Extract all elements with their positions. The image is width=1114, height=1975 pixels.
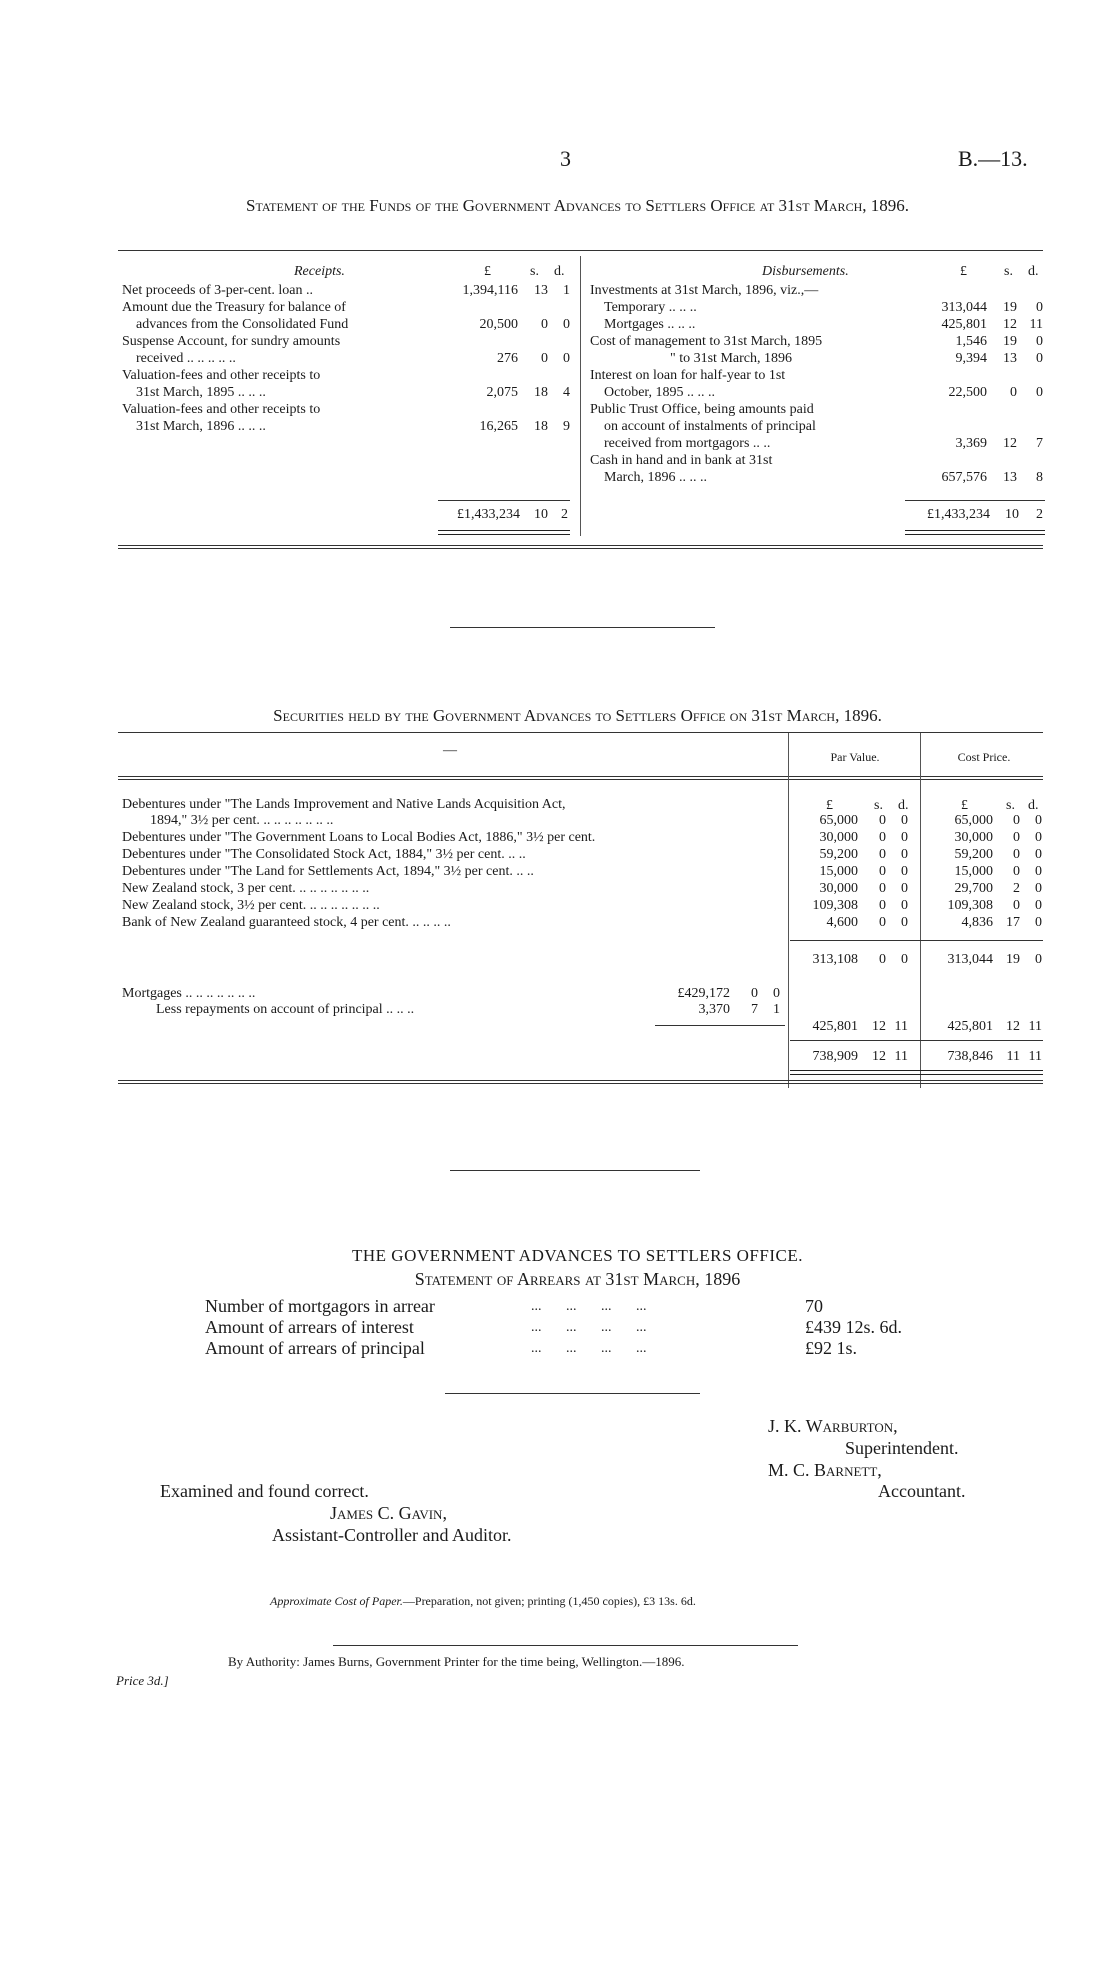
security-par-pounds: 65,000: [819, 813, 858, 828]
disbursement-shillings: 0: [1010, 385, 1017, 400]
disbursement-row: [590, 401, 1045, 452]
cost-pence-header: d.: [1028, 798, 1039, 813]
subtotal-par-shillings: 0: [879, 952, 886, 967]
security-par-pence: 0: [901, 881, 908, 896]
par-pence-header: d.: [898, 798, 909, 813]
disbursement-shillings: 13: [1003, 470, 1017, 485]
security-par-shillings: 0: [879, 864, 886, 879]
disbursement-text-line: Public Trust Office, being amounts paid: [590, 402, 814, 417]
receipts-total-pence: 2: [561, 507, 568, 522]
securities-total: [788, 1048, 1044, 1065]
security-par-pence: 0: [901, 830, 908, 845]
receipt-text-line: Valuation-fees and other receipts to: [122, 402, 321, 417]
arrears-row: [205, 1338, 985, 1359]
mortgages-par-shillings: 12: [872, 1019, 886, 1034]
total-cost-shillings: 11: [1006, 1049, 1020, 1064]
receipt-text-line: 31st March, 1895 .. .. ..: [136, 385, 266, 400]
security-cost-pounds: 30,000: [954, 830, 993, 845]
arrears-label: Amount of arrears of principal: [205, 1338, 425, 1358]
disbursement-row: [590, 282, 1045, 299]
disbursement-row: [590, 367, 1045, 401]
security-par-shillings: 0: [879, 881, 886, 896]
receipts-heading: Receipts.: [294, 264, 345, 279]
security-cost-shillings: 2: [1013, 881, 1020, 896]
mortgages-gross-pence: 0: [773, 986, 780, 1001]
disbursements-total-shillings: 10: [1005, 507, 1019, 522]
security-text-line: Debentures under "The Lands Improvement and Native Lands Acquisition Act,: [122, 797, 566, 812]
arrears-row: [205, 1296, 985, 1317]
receipt-text-line: Net proceeds of 3-per-cent. loan ..: [122, 283, 313, 298]
disbursement-pounds: 9,394: [955, 351, 987, 366]
receipts-pound-header: £: [484, 264, 491, 279]
mortgages-repaid-pence: 1: [773, 1002, 780, 1017]
security-text-line: Bank of New Zealand guaranteed stock, 4 per cent. .. .. .. ..: [122, 915, 451, 930]
arrears-label: Amount of arrears of interest: [205, 1317, 414, 1337]
arrears-value: £439 12s. 6d.: [805, 1317, 903, 1337]
security-text-line: New Zealand stock, 3½ per cent. .. .. .. .. .. .. ..: [122, 898, 380, 913]
mortgages-cost-pounds: 425,801: [947, 1019, 993, 1034]
security-row: [122, 847, 1044, 863]
receipt-shillings: 18: [534, 385, 548, 400]
security-par-shillings: 0: [879, 915, 886, 930]
security-par-pounds: 30,000: [819, 830, 858, 845]
disbursement-pounds: 1,546: [955, 334, 987, 349]
disbursement-text-line: October, 1895 .. .. ..: [604, 385, 716, 400]
mortgages-repaid-shillings: 7: [751, 1002, 758, 1017]
total-par-shillings: 12: [872, 1049, 886, 1064]
security-par-shillings: 0: [879, 898, 886, 913]
securities-desc-header: —: [443, 743, 457, 758]
document-ref: B.—13.: [958, 146, 1028, 171]
mortgages-cost-pence: 11: [1028, 1019, 1042, 1034]
security-cost-shillings: 0: [1013, 898, 1020, 913]
mortgages-gross-shillings: 0: [751, 986, 758, 1001]
disbursement-text-line: " to 31st March, 1896: [670, 351, 792, 366]
cost-shilling-header: s.: [1006, 798, 1015, 813]
mortgages-less-label: Less repayments on account of principal .. .. ..: [156, 1002, 415, 1017]
arrears-label: Number of mortgagors in arrear: [205, 1296, 435, 1316]
security-cost-shillings: 0: [1013, 847, 1020, 862]
security-par-pence: 0: [901, 864, 908, 879]
mortgages-repaid-pounds: 3,370: [698, 1002, 730, 1017]
disbursement-pence: 7: [1036, 436, 1043, 451]
cost-of-paper-text: —Preparation, not given; printing (1,450 copies), £3 13s. 6d.: [402, 1594, 696, 1608]
cost-of-paper: [270, 1594, 696, 1609]
mortgages-par-pounds: 425,801: [812, 1019, 858, 1034]
disbursements-pence-header: d.: [1028, 264, 1039, 279]
disbursement-pounds: 22,500: [948, 385, 987, 400]
securities-par-header: Par Value.: [830, 750, 880, 764]
arrears-value: 70: [805, 1296, 823, 1316]
mortgages-net: [788, 1018, 1044, 1035]
disbursement-shillings: 13: [1003, 351, 1017, 366]
arrears-row: [205, 1317, 985, 1338]
arrears-dots: ... ... ... ...: [531, 1299, 647, 1314]
receipt-pence: 4: [563, 385, 570, 400]
disbursement-text-line: March, 1896 .. .. ..: [604, 470, 708, 485]
barnett-title: Accountant.: [878, 1481, 966, 1501]
funds-bottom-rule-1: [118, 545, 1043, 546]
security-row: [122, 915, 1044, 931]
warburton-name-text: J. K. Warburton,: [768, 1416, 898, 1436]
securities-header-rule: [118, 776, 1043, 777]
arrears-value: £92 1s.: [805, 1338, 858, 1358]
security-par-shillings: 0: [879, 813, 886, 828]
security-cost-pence: 0: [1035, 847, 1042, 862]
securities-total-rule: [790, 1040, 1043, 1041]
security-par-pounds: 109,308: [812, 898, 858, 913]
arrears-rows: [205, 1296, 985, 1359]
warburton-title: Superintendent.: [845, 1438, 959, 1458]
security-cost-pounds: 29,700: [954, 881, 993, 896]
security-row: [122, 864, 1044, 880]
subtotal-cost-pence: 0: [1035, 952, 1042, 967]
security-cost-shillings: 0: [1013, 864, 1020, 879]
arrears-office: THE GOVERNMENT ADVANCES TO SETTLERS OFFICE.: [352, 1246, 803, 1265]
securities-cost-header: Cost Price.: [957, 750, 1011, 764]
security-cost-shillings: 0: [1013, 830, 1020, 845]
total-par-pence: 11: [894, 1049, 908, 1064]
disbursements-heading: Disbursements.: [762, 264, 849, 279]
arrears-title-text: Statement of Arrears at 31st March, 1896: [414, 1269, 741, 1289]
disbursements-rows: [590, 282, 1045, 486]
receipt-pounds: 276: [497, 351, 518, 366]
security-row: [122, 898, 1044, 914]
mortgages-par-pence: 11: [894, 1019, 908, 1034]
receipt-row: [122, 282, 572, 299]
disbursement-text-line: on account of instalments of principal: [604, 419, 816, 434]
securities-subtotal-rule: [790, 940, 1043, 941]
security-par-shillings: 0: [879, 847, 886, 862]
examined-text: Examined and found correct.: [160, 1481, 369, 1501]
receipt-text-line: 31st March, 1896 .. .. ..: [136, 419, 266, 434]
securities-bottom-rule-1: [118, 1080, 1043, 1081]
receipts-pence-header: d.: [554, 264, 565, 279]
mortgages-cost-shillings: 12: [1006, 1019, 1020, 1034]
disbursement-pence: 0: [1036, 385, 1043, 400]
security-par-pounds: 15,000: [819, 864, 858, 879]
securities-title-text: Securities held by the Government Advances to Settlers Office on 31st March, 1896.: [273, 706, 882, 725]
receipt-pence: 0: [563, 317, 570, 332]
disbursement-row: [590, 452, 1045, 486]
disbursement-row: [590, 333, 1045, 350]
security-par-pounds: 30,000: [819, 881, 858, 896]
receipts-total-shillings: 10: [534, 507, 548, 522]
securities-title: [110, 706, 1045, 726]
receipt-shillings: 0: [541, 317, 548, 332]
security-text-line: 1894," 3½ per cent. .. .. .. .. .. .. ..: [150, 813, 334, 828]
subtotal-cost-shillings: 19: [1006, 952, 1020, 967]
security-par-pounds: 59,200: [819, 847, 858, 862]
security-text-line: Debentures under "The Consolidated Stock Act, 1884," 3½ per cent. .. ..: [122, 847, 526, 862]
security-par-pounds: 4,600: [826, 915, 858, 930]
disbursement-text-line: Interest on loan for half-year to 1st: [590, 368, 786, 383]
authority-line: By Authority: James Burns, Government Printer for the time being, Wellington.—1896.: [228, 1654, 685, 1669]
receipt-pounds: 20,500: [479, 317, 518, 332]
disbursement-row: [590, 299, 1045, 316]
section-divider-3: [445, 1393, 700, 1394]
receipt-row: [122, 333, 572, 367]
receipt-pence: 0: [563, 351, 570, 366]
receipt-row: [122, 401, 572, 435]
security-text-line: Debentures under "The Land for Settlements Act, 1894," 3½ per cent. .. ..: [122, 864, 534, 879]
security-cost-pounds: 15,000: [954, 864, 993, 879]
cost-pound-header: £: [961, 798, 968, 813]
security-cost-shillings: 0: [1013, 813, 1020, 828]
receipt-row: [122, 299, 572, 333]
subtotal-par-pounds: 313,108: [812, 952, 858, 967]
security-cost-pounds: 109,308: [947, 898, 993, 913]
authority-rule: [333, 1645, 798, 1646]
security-text-line: Debentures under "The Government Loans to Local Bodies Act, 1886," 3½ per cent.: [122, 830, 596, 845]
gavin-title: Assistant-Controller and Auditor.: [272, 1525, 512, 1545]
disbursement-text-line: Cost of management to 31st March, 1895: [590, 334, 823, 349]
security-cost-pence: 0: [1035, 830, 1042, 845]
mortgages-rule: [655, 1025, 785, 1026]
par-shilling-header: s.: [874, 798, 883, 813]
receipt-shillings: 13: [534, 283, 548, 298]
receipt-shillings: 0: [541, 351, 548, 366]
disbursement-text-line: Temporary .. .. ..: [604, 300, 697, 315]
subtotal-par-pence: 0: [901, 952, 908, 967]
disbursement-shillings: 12: [1003, 317, 1017, 332]
price: Price 3d.]: [116, 1673, 169, 1688]
disbursement-pence: 11: [1029, 317, 1043, 332]
security-par-shillings: 0: [879, 830, 886, 845]
security-cost-pence: 0: [1035, 813, 1042, 828]
securities-header-rule-2: [118, 779, 1043, 780]
disbursement-text-line: Cash in hand and in bank at 31st: [590, 453, 773, 468]
security-row: [122, 830, 1044, 846]
security-row: [122, 881, 1044, 897]
disbursement-pounds: 313,044: [941, 300, 987, 315]
disbursement-text-line: Mortgages .. .. ..: [604, 317, 696, 332]
warburton-name: [768, 1416, 898, 1437]
total-par-pounds: 738,909: [812, 1049, 858, 1064]
disbursement-row: [590, 350, 1045, 367]
receipt-pounds: 2,075: [486, 385, 518, 400]
security-cost-pence: 0: [1035, 898, 1042, 913]
mortgages-gross-pounds: £429,172: [677, 986, 730, 1001]
security-cost-pounds: 65,000: [954, 813, 993, 828]
receipts-section: [122, 263, 572, 435]
subtotal-cost-pounds: 313,044: [947, 952, 993, 967]
funds-bottom-rule-2: [118, 548, 1043, 549]
receipts-shilling-header: s.: [530, 264, 539, 279]
security-cost-pence: 0: [1035, 915, 1042, 930]
securities-subtotal: [788, 951, 1044, 968]
disbursement-pounds: 3,369: [955, 436, 987, 451]
receipt-row: [122, 367, 572, 401]
section-divider-2: [450, 1170, 700, 1171]
disbursement-pence: 8: [1036, 470, 1043, 485]
section-divider-1: [450, 627, 715, 628]
disbursements-total-pounds: £1,433,234: [927, 507, 990, 522]
securities-bottom-rule-2: [118, 1083, 1043, 1084]
disbursements-pound-header: £: [960, 264, 967, 279]
disbursement-shillings: 19: [1003, 300, 1017, 315]
security-cost-pence: 0: [1035, 864, 1042, 879]
funds-top-rule: [118, 250, 1043, 251]
arrears-title: [110, 1269, 1045, 1290]
receipt-text-line: received .. .. .. .. ..: [136, 351, 236, 366]
receipt-pence: 9: [563, 419, 570, 434]
gavin-name-text: James C. Gavin,: [330, 1503, 447, 1523]
securities-top-rule: [118, 732, 1043, 733]
receipts-total-pounds: £1,433,234: [457, 507, 520, 522]
receipt-text-line: Suspense Account, for sundry amounts: [122, 334, 341, 349]
security-row: [122, 797, 1044, 829]
mortgages-repaid: [660, 1001, 785, 1018]
disbursement-shillings: 12: [1003, 436, 1017, 451]
security-par-pence: 0: [901, 813, 908, 828]
barnett-name-text: M. C. Barnett,: [768, 1460, 882, 1480]
receipts-total-double-rule: [438, 530, 570, 535]
receipt-pounds: 1,394,116: [462, 283, 518, 298]
security-cost-pounds: 4,836: [961, 915, 993, 930]
security-cost-shillings: 17: [1006, 915, 1020, 930]
disbursement-pounds: 657,576: [941, 470, 987, 485]
gavin-name: [330, 1503, 447, 1524]
security-cost-pounds: 59,200: [954, 847, 993, 862]
receipts-rows: [122, 282, 572, 435]
total-cost-pence: 11: [1028, 1049, 1042, 1064]
mortgages-gross: [660, 985, 785, 1002]
receipt-text-line: Valuation-fees and other receipts to: [122, 368, 321, 383]
arrears-dots: ... ... ... ...: [531, 1320, 647, 1335]
securities-total-double-rule: [790, 1070, 1043, 1075]
barnett-name: [768, 1460, 882, 1481]
disbursement-shillings: 19: [1003, 334, 1017, 349]
disbursements-total-pence: 2: [1036, 507, 1043, 522]
disbursement-pence: 0: [1036, 334, 1043, 349]
page-number: 3: [560, 146, 571, 171]
par-pound-header: £: [826, 798, 833, 813]
cost-of-paper-label: Approximate Cost of Paper.: [270, 1594, 403, 1608]
security-par-pence: 0: [901, 915, 908, 930]
disbursement-pence: 0: [1036, 351, 1043, 366]
security-cost-pence: 0: [1035, 881, 1042, 896]
funds-title-text: Statement of the Funds of the Government Advances to Settlers Office at 31st March, 1896.: [246, 196, 909, 215]
receipt-text-line: Amount due the Treasury for balance of: [122, 300, 346, 315]
receipt-pence: 1: [563, 283, 570, 298]
security-par-pence: 0: [901, 847, 908, 862]
disbursement-pounds: 425,801: [941, 317, 987, 332]
receipt-pounds: 16,265: [479, 419, 518, 434]
disbursement-text-line: Investments at 31st March, 1896, viz.,—: [590, 283, 819, 298]
disbursements-total-double-rule: [905, 530, 1045, 535]
disbursement-row: [590, 316, 1045, 333]
receipt-shillings: 18: [534, 419, 548, 434]
receipts-total-top-rule: [438, 500, 570, 501]
receipt-text-line: advances from the Consolidated Fund: [136, 317, 349, 332]
disbursements-section: [590, 263, 1045, 486]
disbursement-text-line: received from mortgagors .. ..: [604, 436, 771, 451]
disbursements-shilling-header: s.: [1004, 264, 1013, 279]
disbursements-total-top-rule: [905, 500, 1045, 501]
disbursement-pence: 0: [1036, 300, 1043, 315]
security-par-pence: 0: [901, 898, 908, 913]
funds-statement-title: [110, 196, 1045, 216]
security-text-line: New Zealand stock, 3 per cent. .. .. .. .. .. .. ..: [122, 881, 370, 896]
total-cost-pounds: 738,846: [947, 1049, 993, 1064]
funds-center-rule: [580, 256, 581, 536]
mortgages-label: Mortgages .. .. .. .. .. .. ..: [122, 986, 256, 1001]
arrears-dots: ... ... ... ...: [531, 1341, 647, 1356]
